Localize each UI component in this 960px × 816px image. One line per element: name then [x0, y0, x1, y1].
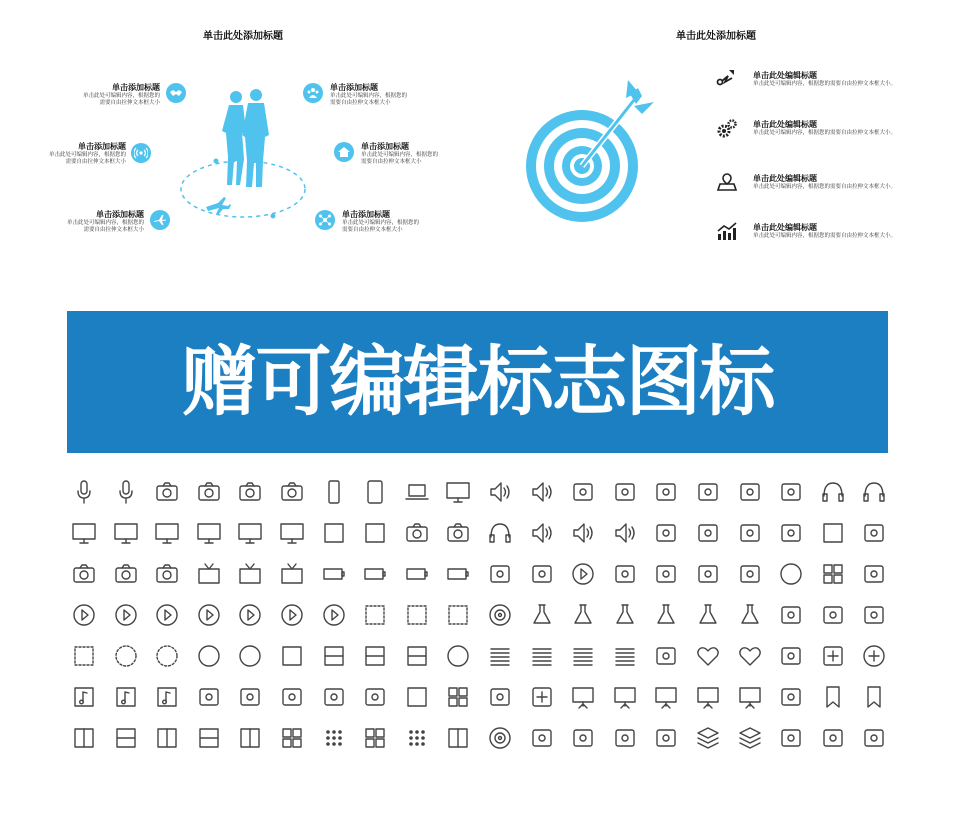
headset-icon [860, 478, 888, 506]
item-heading: 单击添加标题 [330, 83, 378, 92]
layers-alt-icon [736, 724, 764, 752]
router-icon [652, 478, 680, 506]
first-aid-icon [528, 683, 556, 711]
item-desc: 单击此处可编辑内容，根据您的需要自由拉伸文本框大小 [342, 220, 420, 233]
bandage-icon [777, 642, 805, 670]
item-heading: 单击添加标题 [96, 210, 144, 219]
toggle-pill-icon [486, 683, 514, 711]
film-camera-icon [278, 478, 306, 506]
right-item-2 [753, 119, 896, 137]
paperclip-icon [652, 724, 680, 752]
signal-icon [131, 143, 151, 163]
broken-heart-icon [694, 642, 722, 670]
growth-chart-icon [716, 222, 738, 242]
left-item-3 [46, 141, 126, 166]
circle-up-icon [236, 642, 264, 670]
banner-title: 赠可编辑标志图标 [181, 337, 774, 426]
floppy-icon [320, 519, 348, 547]
close-circle-icon [777, 560, 805, 588]
gears-icon [716, 118, 738, 140]
airplane-icon [150, 210, 170, 230]
item-heading: 单击此处编辑标题 [753, 71, 817, 80]
smartphone-icon [320, 478, 348, 506]
four-squares-icon [444, 683, 472, 711]
item-desc: 单击此处可编辑内容，根据您的需要自由拉伸文本框大小。 [753, 81, 897, 87]
target-arrow-illustration [522, 76, 662, 226]
pause-icon [112, 601, 140, 629]
finder-icon [736, 560, 764, 588]
presentation-image-icon [736, 683, 764, 711]
layout-sidebar-icon [444, 724, 472, 752]
binoculars-icon [777, 724, 805, 752]
bottle-icon [569, 601, 597, 629]
music-note-icon [70, 683, 98, 711]
ticket-icon [320, 683, 348, 711]
cassette-icon [195, 478, 223, 506]
headphones-icon [819, 478, 847, 506]
align-center-icon [528, 642, 556, 670]
monitor-back-icon [195, 519, 223, 547]
dashed-circle-icon [112, 642, 140, 670]
monitor-forward-icon [236, 519, 264, 547]
network-icon [315, 210, 335, 230]
monitor-upload-icon [153, 519, 181, 547]
bone-icon [819, 601, 847, 629]
item-heading: 单击添加标题 [361, 142, 409, 151]
monitor-sync-icon [70, 519, 98, 547]
square-frame-icon [403, 683, 431, 711]
layout-split-icon [236, 724, 264, 752]
item-heading: 单击此处编辑标题 [753, 223, 817, 232]
floppy-save-icon [361, 519, 389, 547]
tickets-icon [361, 683, 389, 711]
keyboard-up-icon [486, 560, 514, 588]
palette-icon [694, 560, 722, 588]
cabinet-icon [403, 642, 431, 670]
desk-icon [652, 642, 680, 670]
android-icon [860, 560, 888, 588]
presentation-board-icon [652, 683, 680, 711]
left-panel-title: 单击此处添加标题 [203, 31, 283, 42]
layout-top-icon [195, 724, 223, 752]
music-circle-icon [444, 642, 472, 670]
flask-icon [652, 601, 680, 629]
radio-alt-icon [777, 519, 805, 547]
align-right-icon [569, 642, 597, 670]
align-left-icon [486, 642, 514, 670]
stop-icon [153, 601, 181, 629]
camera-alt-icon [444, 519, 472, 547]
rows-icon [112, 724, 140, 752]
music-list-icon [112, 683, 140, 711]
bookmark-plus-icon [819, 683, 847, 711]
grid-4-icon [361, 724, 389, 752]
camcorder-icon [236, 478, 264, 506]
megaphone-icon [528, 519, 556, 547]
erlenmeyer-icon [736, 601, 764, 629]
graduation-cap-icon [777, 683, 805, 711]
item-heading: 单击添加标题 [78, 142, 126, 151]
speaker-high-icon [528, 478, 556, 506]
laptop-icon [403, 478, 431, 506]
battery-charging-icon [320, 560, 348, 588]
scissors-icon [819, 724, 847, 752]
gamepad-icon [569, 478, 597, 506]
microphone-icon [70, 478, 98, 506]
keyboard-icon [777, 478, 805, 506]
play-icon [70, 601, 98, 629]
bookshelf-icon [777, 601, 805, 629]
map-pin-icon [716, 172, 738, 192]
test-tube-icon [611, 601, 639, 629]
left-item-1 [80, 82, 160, 107]
banner [67, 311, 888, 453]
layout-grid-icon [278, 724, 306, 752]
rocket-icon [860, 724, 888, 752]
fast-forward-icon [236, 601, 264, 629]
dashed-upload-icon [70, 642, 98, 670]
skip-icon [278, 601, 306, 629]
circle-down-icon [195, 642, 223, 670]
right-item-4 [753, 222, 896, 240]
monitor-disc-icon [278, 519, 306, 547]
photos-alt-icon [112, 560, 140, 588]
route-icon [716, 68, 736, 88]
item-heading: 单击添加标题 [342, 210, 390, 219]
drawer-icon [320, 642, 348, 670]
select-dot-icon [403, 601, 431, 629]
target-icon [486, 601, 514, 629]
pine-tree-icon [528, 724, 556, 752]
item-desc: 单击此处可编辑内容，根据您的需要自由拉伸文本框大小。 [753, 130, 897, 136]
select-icon [361, 601, 389, 629]
keyboard-down-icon [528, 560, 556, 588]
popsicle-icon [569, 724, 597, 752]
drawers-icon [361, 642, 389, 670]
justify-icon [611, 642, 639, 670]
item-desc: 单击此处可编辑内容，根据您的需要自由拉伸文本框大小。 [753, 233, 897, 239]
item-heading: 单击添加标题 [112, 83, 160, 92]
windows-icon [819, 560, 847, 588]
select-down-icon [444, 601, 472, 629]
left-item-6 [342, 209, 422, 234]
right-panel-title: 单击此处添加标题 [676, 31, 756, 42]
item-desc: 单击此处可编辑内容，根据您的需要自由拉伸文本框大小。 [753, 184, 897, 190]
record-icon [195, 601, 223, 629]
printer-icon [694, 478, 722, 506]
necktie-icon [278, 683, 306, 711]
item-desc: 单击此处可编辑内容，根据您的需要自由拉伸文本框大小 [66, 220, 144, 233]
wine-glass-icon [528, 601, 556, 629]
headphones-alt-icon [486, 519, 514, 547]
right-item-1 [753, 70, 896, 88]
photos-icon [70, 560, 98, 588]
terminal-icon [611, 478, 639, 506]
dots-grid-icon [403, 724, 431, 752]
sitemap-icon [860, 519, 888, 547]
chrome-icon [611, 560, 639, 588]
calculator-icon [694, 519, 722, 547]
handshake-icon [166, 83, 186, 103]
megaphone-small-icon [611, 519, 639, 547]
handheld-mic-icon [112, 478, 140, 506]
home-icon [334, 142, 354, 162]
columns-icon [70, 724, 98, 752]
coffee-cup-icon [611, 724, 639, 752]
battery-low-icon [403, 560, 431, 588]
eject-icon [320, 601, 348, 629]
layout-left-icon [153, 724, 181, 752]
monitor-icon [444, 478, 472, 506]
safe-icon [819, 519, 847, 547]
right-item-3 [753, 173, 896, 191]
plus-circle-icon [860, 642, 888, 670]
vault-icon [278, 642, 306, 670]
presentation-chart-icon [611, 683, 639, 711]
presentation-icon [569, 683, 597, 711]
item-desc: 单击此处可编辑内容，根据您的需要自由拉伸文本框大小 [361, 152, 439, 165]
mouse-icon [736, 478, 764, 506]
camera-icon [403, 519, 431, 547]
dotted-circle-icon [153, 642, 181, 670]
monitor-download-icon [112, 519, 140, 547]
layers-icon [694, 724, 722, 752]
speaker-low-icon [486, 478, 514, 506]
flask-alt-icon [694, 601, 722, 629]
atom-icon [486, 724, 514, 752]
left-item-4 [361, 141, 441, 166]
battery-half-icon [444, 560, 472, 588]
megaphone-alt-icon [569, 519, 597, 547]
photos-camera-icon [153, 560, 181, 588]
item-heading: 单击此处编辑标题 [753, 120, 817, 129]
left-item-2 [330, 82, 410, 107]
tablet-icon [361, 478, 389, 506]
heart-split-icon [736, 642, 764, 670]
video-camera-icon [153, 478, 181, 506]
item-desc: 单击此处可编辑内容，根据您的需要自由拉伸文本框大小 [48, 152, 126, 165]
left-item-5 [64, 209, 144, 234]
radio-icon [736, 519, 764, 547]
retro-tv-icon [236, 560, 264, 588]
item-heading: 单击此处编辑标题 [753, 174, 817, 183]
crossbones-icon [860, 601, 888, 629]
business-people-illustration [176, 85, 310, 225]
grid-9-icon [320, 724, 348, 752]
tv-icon [195, 560, 223, 588]
presentation-wifi-icon [694, 683, 722, 711]
bluetooth-icon [652, 519, 680, 547]
bow-tie-icon [236, 683, 264, 711]
plus-square-icon [819, 642, 847, 670]
music-notes-icon [153, 683, 181, 711]
group-icon [303, 83, 323, 103]
wifi-toggle-icon [652, 560, 680, 588]
item-desc: 单击此处可编辑内容，根据您的需要自由拉伸文本框大小 [330, 93, 408, 106]
tv-antenna-icon [278, 560, 306, 588]
item-desc: 单击此处可编辑内容，根据您的需要自由拉伸文本框大小 [82, 93, 160, 106]
airplay-icon [569, 560, 597, 588]
typewriter-icon [195, 683, 223, 711]
battery-empty-icon [361, 560, 389, 588]
bookmark-star-icon [860, 683, 888, 711]
